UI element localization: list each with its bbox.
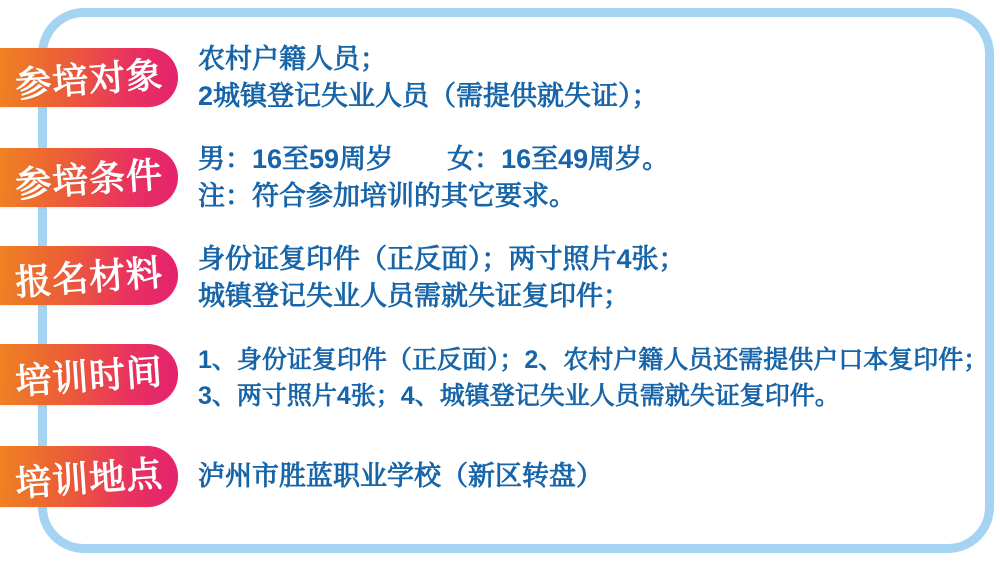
- content-line: 3、两寸照片4张；4、城镇登记失业人员需就失证复印件。: [198, 382, 840, 410]
- section-content-materials: [198, 241, 686, 315]
- content-line: 城镇登记失业人员需就失证复印件；: [198, 281, 630, 311]
- section-badge-participants: [0, 48, 178, 107]
- section-badge-conditions: [0, 148, 178, 207]
- section-badge-label: 培训时间: [13, 350, 165, 403]
- section-badge-label: 报名材料: [13, 251, 165, 304]
- section-badge-label: 参培条件: [13, 153, 165, 206]
- section-badge-label: 参培对象: [13, 53, 165, 106]
- section-badge-materials: [0, 246, 178, 305]
- content-line: 农村户籍人员；: [198, 44, 387, 74]
- content-line: 泸州市胜蓝职业学校（新区转盘）: [198, 461, 603, 491]
- content-line: 1、身份证复印件（正反面）；2、农村户籍人员还需提供户口本复印件；: [198, 346, 989, 374]
- section-content-participants: [198, 41, 659, 115]
- section-badge-location: [0, 446, 178, 507]
- content-line: 注：符合参加培训的其它要求。: [198, 181, 576, 211]
- section-content-conditions: [198, 141, 669, 215]
- section-badge-time: [0, 344, 178, 405]
- content-line: 身份证复印件（正反面）；两寸照片4张；: [198, 244, 686, 274]
- content-line: 男：16至59周岁 女：16至49周岁。: [198, 144, 670, 174]
- section-badge-label: 培训地点: [13, 452, 165, 505]
- section-content-time: [198, 342, 988, 414]
- content-line: 2城镇登记失业人员（需提供就失证）；: [198, 81, 659, 111]
- section-content-location: [198, 458, 603, 495]
